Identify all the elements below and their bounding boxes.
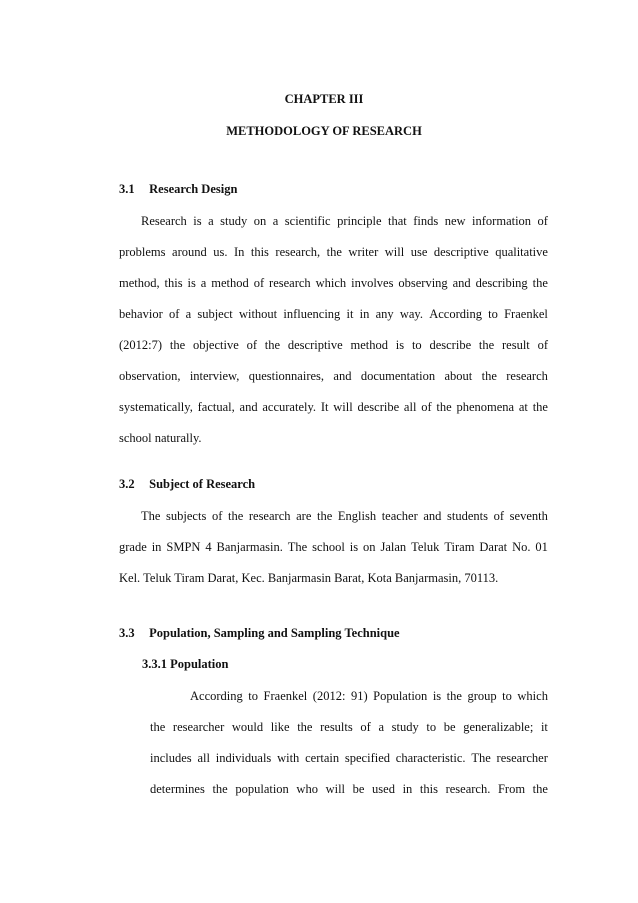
paragraph-line: Kel. Teluk Tiram Darat, Kec. Banjarmasin Barat, Kota Banjarmasin, 70113. [119,571,499,585]
paragraph-line: (2012:7) the objective of the descriptive method is to describe the result of [119,338,548,352]
paragraph-line: behavior of a subject without influencing it in any way. According to Fraenkel [119,307,548,321]
paragraph-line: According to Fraenkel (2012: 91) Population is the group to which [190,689,548,703]
subsection-title: Population [170,657,229,671]
paragraph-line: Research is a study on a scientific principle that finds new information of [141,214,548,228]
paragraph-line: systematically, factual, and accurately. It will describe all of the phenomena at the [119,400,548,414]
paragraph-subject-of-research [119,508,548,601]
paragraph-line: includes all individuals with certain specified characteristic. The researcher [150,751,548,765]
section-title: Research Design [149,182,238,196]
section-title: Subject of Research [149,477,256,491]
paragraph-research-design [119,213,548,461]
paragraph-population [150,688,548,812]
section-number: 3.3 [119,626,135,640]
chapter-title: CHAPTER III [284,92,364,106]
paragraph-line: The subjects of the research are the English teacher and students of seventh [141,509,548,523]
section-heading-3-1 [119,182,237,197]
subsection-heading-3-3-1 [142,657,228,672]
section-number: 3.1 [119,182,135,196]
section-number: 3.2 [119,477,135,491]
section-heading-3-3 [119,626,400,641]
paragraph-line: grade in SMPN 4 Banjarmasin. The school is on Jalan Teluk Tiram Darat No. 01 [119,540,548,554]
paragraph-line: determines the population who will be used in this research. From the [150,782,548,796]
paragraph-line: the researcher would like the results of a study to be generalizable; it [150,720,548,734]
chapter-subtitle: METHODOLOGY OF RESEARCH [226,124,422,138]
section-heading-3-2 [119,477,255,492]
paragraph-line: school naturally. [119,431,202,445]
subsection-number: 3.3.1 [142,657,167,671]
paragraph-line: problems around us. In this research, the writer will use descriptive qualitative [119,245,548,259]
paragraph-line: method, this is a method of research which involves observing and describing the [119,276,548,290]
paragraph-line: observation, interview, questionnaires, and documentation about the research [119,369,548,383]
section-title: Population, Sampling and Sampling Technique [149,626,400,640]
